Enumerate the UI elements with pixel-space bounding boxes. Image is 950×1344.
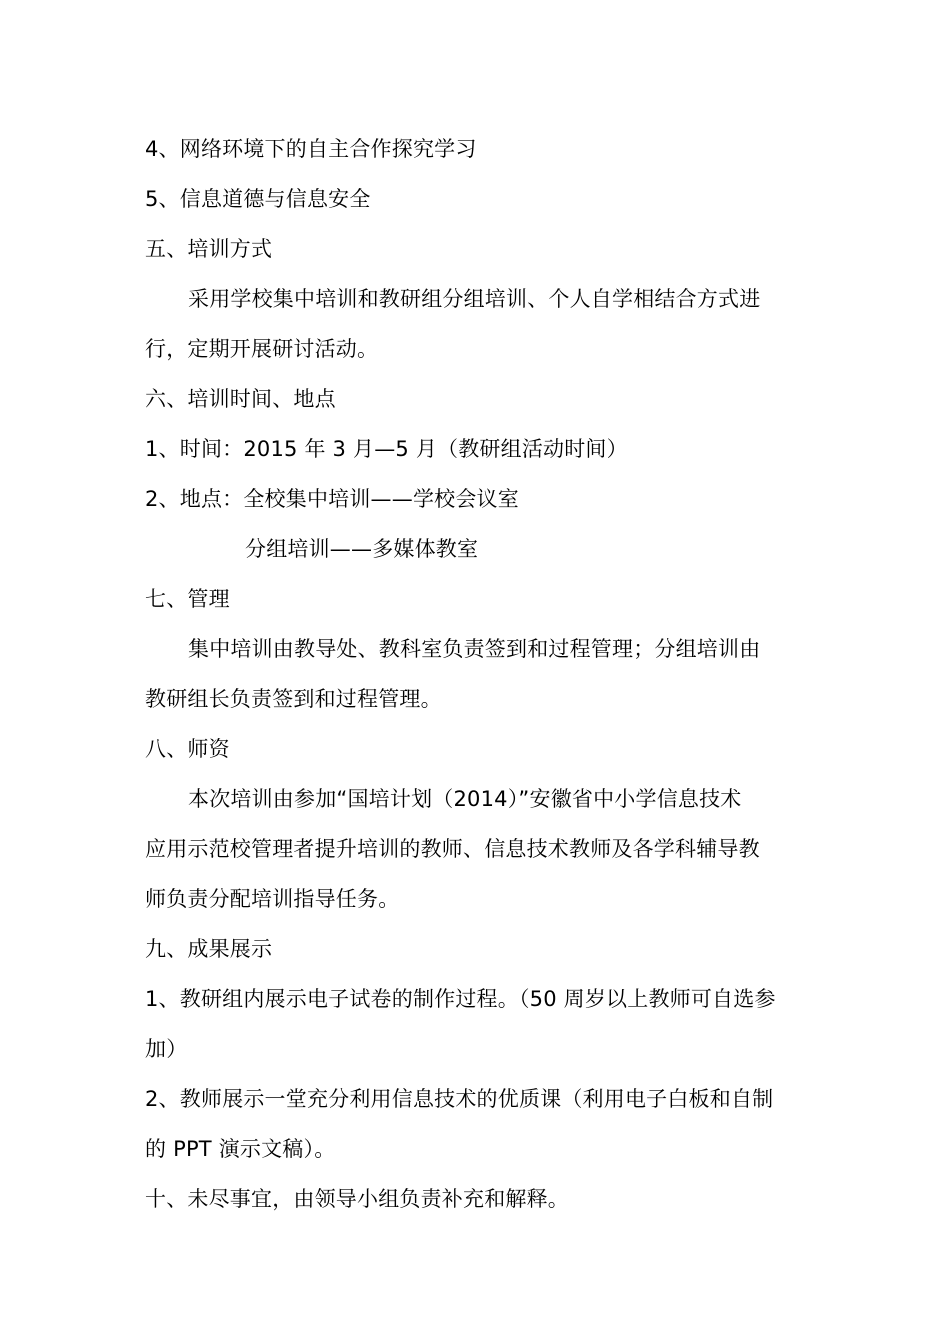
- list-item-topic-4: 4、网络环境下的自主合作探究学习: [145, 137, 477, 161]
- section-heading-results: 九、成果展示: [145, 937, 273, 961]
- list-item-place-cont: 分组培训——多媒体教室: [245, 537, 479, 561]
- list-item-result-1: 1、教研组内展示电子试卷的制作过程。（50 周岁以上教师可自选参: [145, 987, 776, 1011]
- section-heading-teachers: 八、师资: [145, 737, 230, 761]
- section-heading-misc: 十、未尽事宜，由领导小组负责补充和解释。: [145, 1187, 569, 1211]
- section-heading-management: 七、管理: [145, 587, 230, 611]
- paragraph-training-method-cont: 行，定期开展研讨活动。: [145, 337, 379, 361]
- paragraph-management: 集中培训由教导处、教科室负责签到和过程管理；分组培训由: [188, 637, 761, 661]
- list-item-result-2-cont: 的 PPT 演示文稿）。: [145, 1137, 336, 1161]
- list-item-time: 1、时间：2015 年 3 月—5 月（教研组活动时间）: [145, 437, 628, 461]
- paragraph-teachers-cont-1: 应用示范校管理者提升培训的教师、信息技术教师及各学科辅导教: [145, 837, 760, 861]
- paragraph-teachers-cont-2: 师负责分配培训指导任务。: [145, 887, 400, 911]
- section-heading-time-place: 六、培训时间、地点: [145, 387, 336, 411]
- list-item-topic-5: 5、信息道德与信息安全: [145, 187, 371, 211]
- list-item-place: 2、地点：全校集中培训——学校会议室: [145, 487, 519, 511]
- paragraph-teachers: 本次培训由参加“国培计划（2014）”安徽省中小学信息技术: [188, 787, 742, 811]
- section-heading-training-method: 五、培训方式: [145, 237, 273, 261]
- paragraph-training-method: 采用学校集中培训和教研组分组培训、个人自学相结合方式进: [188, 287, 761, 311]
- list-item-result-2: 2、教师展示一堂充分利用信息技术的优质课（利用电子白板和自制: [145, 1087, 774, 1111]
- paragraph-management-cont: 教研组长负责签到和过程管理。: [145, 687, 442, 711]
- list-item-result-1-cont: 加）: [145, 1037, 188, 1061]
